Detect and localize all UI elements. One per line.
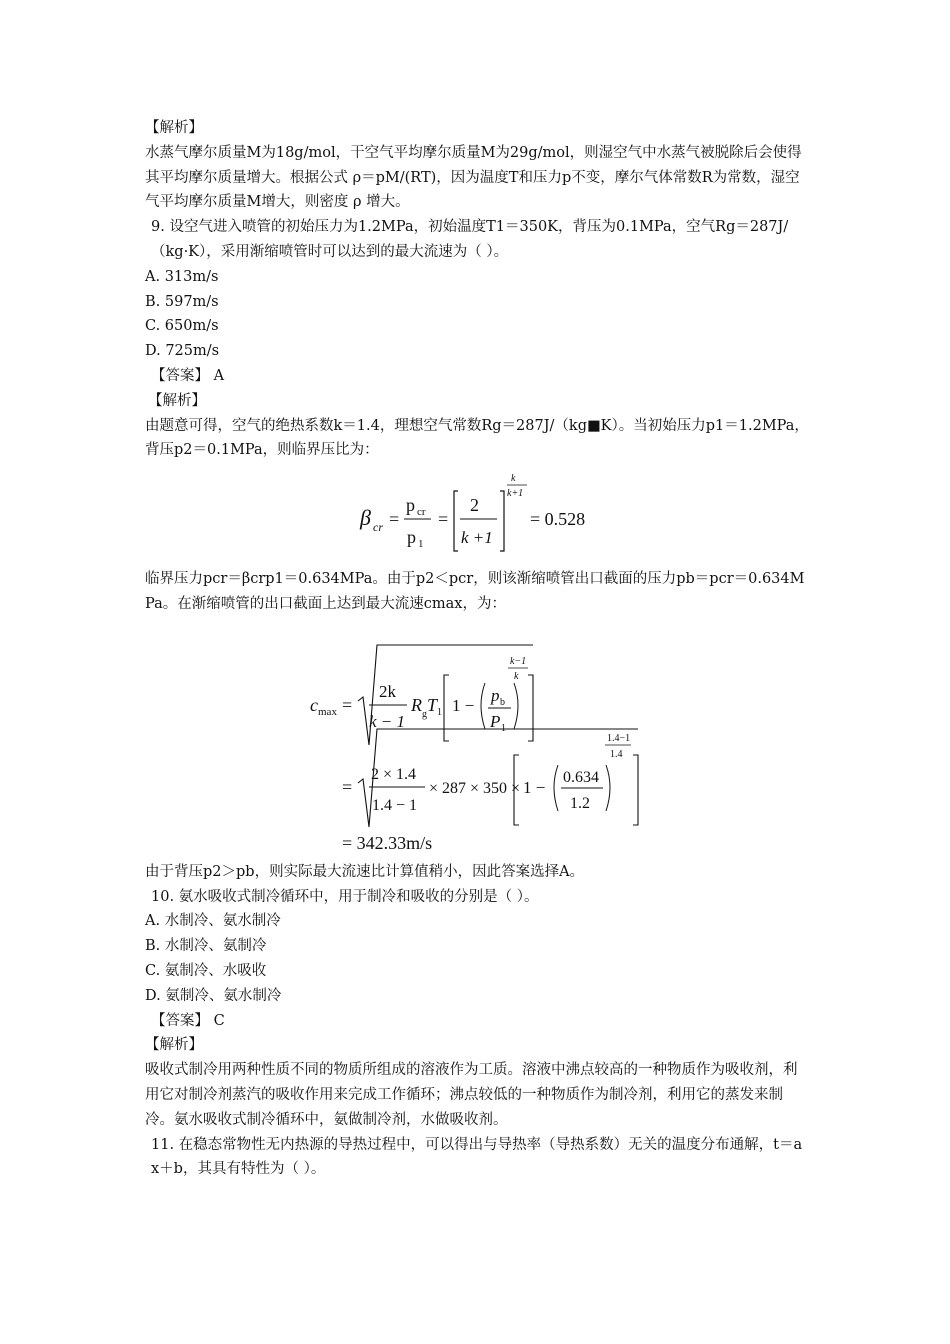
svg-text:p: p [406, 495, 415, 516]
critical-ratio-result: = 0.528 [530, 509, 586, 530]
svg-text:1.4: 1.4 [610, 748, 623, 760]
svg-text:p: p [407, 527, 416, 548]
q10-option-c: C. 氨制冷、水吸收 [145, 962, 267, 979]
question-11: 11. 在稳态常物性无内热源的导热过程中，可以得出与导热率（导热系数）无关的温度分布通解，t＝ax＋b，其具有特性为（ ）。 [151, 1136, 803, 1178]
q9-answer: 【答案】 A [151, 367, 225, 384]
svg-text:2 × 1.4: 2 × 1.4 [371, 765, 417, 783]
q9-analysis-text-2: 临界压力pcr＝βcrp1＝0.634MPa。由于p2＜pcr，则该渐缩喷管出口截面的压力pb＝pcr＝0.634MPa。在渐缩喷管的出口截面上达到最大流速cmax，为： [145, 571, 805, 612]
svg-text:T: T [427, 694, 438, 715]
svg-text:k − 1: k − 1 [369, 711, 406, 731]
svg-text:cr: cr [373, 520, 383, 535]
svg-text:k: k [511, 473, 516, 485]
svg-text:=: = [438, 509, 449, 530]
svg-text:P: P [490, 711, 501, 731]
svg-text:1 −: 1 − [523, 777, 546, 797]
svg-text:1 −: 1 − [452, 695, 475, 715]
q10-option-d: D. 氨制冷、氨水制冷 [145, 987, 282, 1004]
svg-text:0.634: 0.634 [563, 768, 599, 786]
svg-text:=: = [342, 694, 353, 715]
svg-text:=: = [389, 509, 400, 530]
q9-option-d: D. 725m/s [145, 343, 220, 360]
analysis-heading: 【解析】 [145, 120, 203, 136]
q10-answer: 【答案】 C [151, 1012, 225, 1029]
svg-text:c: c [310, 694, 318, 715]
svg-text:1.4 − 1: 1.4 − 1 [372, 796, 418, 814]
critical-pressure-ratio-formula [145, 463, 810, 567]
q9-analysis-heading: 【解析】 [148, 392, 206, 409]
analysis-text-q8: 水蒸气摩尔质量M为18g/mol，干空气平均摩尔质量M为29g/mol，则湿空气中水蒸气被脱除后会使得其平均摩尔质量增大。根据公式 ρ＝pM/(RT)，因为温度T和压力p不变，摩尔气体常数R为常数，湿空气平均摩尔质量M增大，则密度 ρ 增大。 [145, 144, 802, 211]
q9-analysis-text-3: 由于背压p2＞pb，则实际最大流速比计算值稍小，因此答案选择A。 [145, 863, 585, 880]
svg-text:1: 1 [501, 722, 506, 734]
svg-text:k+1: k+1 [507, 488, 524, 500]
max-velocity-formula [145, 617, 810, 860]
beta-symbol: β [360, 505, 371, 531]
svg-text:b: b [500, 696, 505, 708]
document-page [145, 116, 810, 1182]
svg-text:1: 1 [437, 706, 442, 718]
svg-text:k +1: k +1 [461, 528, 493, 548]
svg-text:k−1: k−1 [510, 655, 527, 667]
q10-analysis-heading: 【解析】 [145, 1037, 203, 1054]
svg-text:R: R [411, 694, 422, 715]
svg-text:max: max [318, 705, 337, 718]
svg-text:cr: cr [417, 506, 426, 519]
svg-text:1.4−1: 1.4−1 [607, 732, 631, 744]
q10-analysis-text: 吸收式制冷用两种性质不同的物质所组成的溶液作为工质。溶液中沸点较高的一种物质作为吸收剂，利用它对制冷剂蒸汽的吸收作用来完成工作循环；沸点较低的一种物质作为制冷剂，利用它的蒸发来制冷。氨水吸收式制冷循环中，氨做制冷剂，水做吸收剂。 [145, 1062, 798, 1128]
svg-text:1: 1 [418, 538, 424, 551]
q10-option-b: B. 水制冷、氨制冷 [145, 938, 267, 955]
svg-text:× 287 × 350 ×: × 287 × 350 × [429, 779, 521, 797]
svg-text:=: = [342, 776, 353, 797]
svg-text:k: k [514, 670, 519, 682]
svg-text:2k: 2k [379, 681, 396, 701]
svg-text:g: g [422, 708, 427, 720]
svg-text:2: 2 [470, 495, 479, 516]
q9-option-c: C. 650m/s [145, 318, 219, 335]
max-velocity-result: = 342.33m/s [342, 832, 433, 853]
svg-text:1.2: 1.2 [570, 794, 590, 812]
q9-analysis-text-1: 由题意可得，空气的绝热系数k＝1.4，理想空气常数Rg＝287J/（kg■K）。当初始压力p1＝1.2MPa，背压p2＝0.1MPa，则临界压比为： [145, 417, 809, 459]
q9-option-a: A. 313m/s [145, 268, 219, 285]
question-9: 9. 设空气进入喷管的初始压力为1.2MPa，初始温度T1＝350K，背压为0.1MPa，空气Rg＝287J/（kg·K），采用渐缩喷管时可以达到的最大流速为（ ）。 [151, 219, 789, 260]
svg-text:p: p [491, 685, 500, 705]
q9-option-b: B. 597m/s [145, 293, 219, 310]
q10-option-a: A. 水制冷、氨水制冷 [145, 913, 281, 930]
question-10: 10. 氨水吸收式制冷循环中，用于制冷和吸收的分别是（ ）。 [151, 888, 539, 905]
